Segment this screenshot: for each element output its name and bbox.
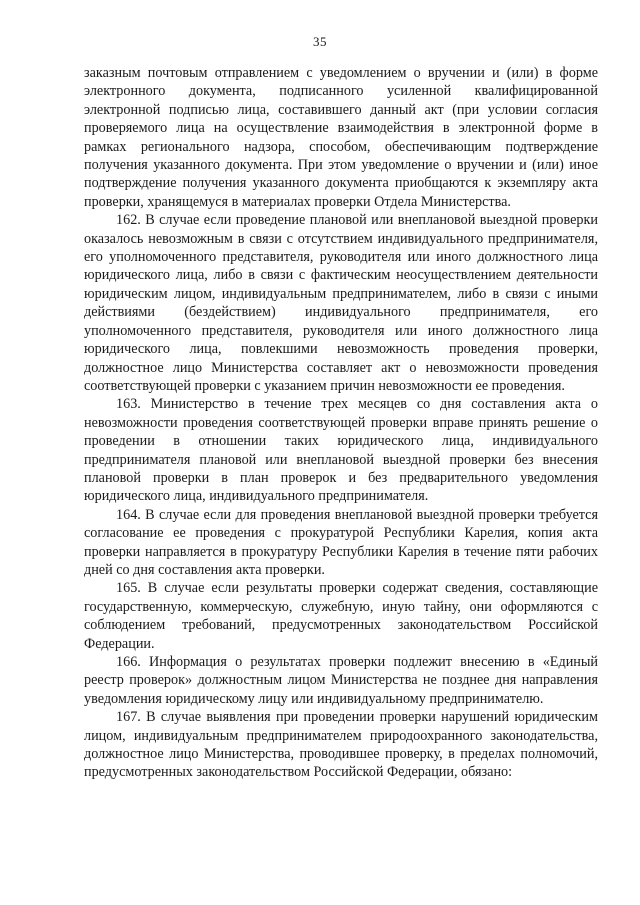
page-number: 35 xyxy=(313,34,327,49)
paragraph-164: 164. В случае если для проведения внеплановой выездной проверки требуется согласование ее проведения с прокуратурой Республики Карелия, копия акта проверки направляется в прокуратуру Республики Карелия в течение пяти рабочих дней со дня составления акта проверки. xyxy=(84,506,598,578)
paragraph-166: 166. Информация о результатах проверки подлежит внесению в «Единый реестр проверок» должностным лицом Министерства не позднее дня направления уведомления юридическому лицу или индивидуальному предпринимателю. xyxy=(84,654,598,707)
paragraph-163: 163. Министерство в течение трех месяцев со дня составления акта о невозможности проведения соответствующей проверки вправе принять решение о проведении в отношении таких юридического лица, индивидуального предпринимателя плановой или внеплановой выездной проверки без внесения плановой проверки в план проверок и без предварительного уведомления юридического лица, индивидуального предпринимателя. xyxy=(84,396,598,505)
paragraph-continuation: заказным почтовым отправлением с уведомлением о вручении и (или) в форме электронного документа, подписанного усиленной квалифицированной электронной подписью лица, составившего данный акт (при условии согласия проверяемого лица на осуществление взаимодействия в электронной форме в рамках регионального надзора, способом, обеспечивающим подтверждение получения указанного документа. При этом уведомление о вручении и (или) иное подтверждение получения указанного документа приобщаются к экземпляру акта проверки, хранящемуся в материалах проверки Отдела Министерства. xyxy=(84,65,598,210)
document-body xyxy=(84,64,598,782)
paragraph-165: 165. В случае если результаты проверки содержат сведения, составляющие государственную, коммерческую, служебную, иную тайну, они оформляются с соблюдением требований, предусмотренных законодательством Российской Федерации. xyxy=(84,580,598,652)
paragraph-162: 162. В случае если проведение плановой или внеплановой выездной проверки оказалось невозможным в связи с отсутствием индивидуального предпринимателя, его уполномоченного представителя, руководителя или иного должностного лица юридического лица, либо в связи с фактическим неосуществлением деятельности юридическим лицом, индивидуальным предпринимателем, либо в связи с иными действиями (бездействием) индивидуального предпринимателя, его уполномоченного представителя, руководителя или иного должностного лица юридического лица, повлекшими невозможность проведения проверки, должностное лицо Министерства составляет акт о невозможности проведения соответствующей проверки с указанием причин невозможности ее проведения. xyxy=(84,212,598,394)
paragraph-167: 167. В случае выявления при проведении проверки нарушений юридическим лицом, индивидуальным предпринимателем природоохранного законодательства, должностное лицо Министерства, проводившее проверку, в пределах полномочий, предусмотренных законодательством Российской Федерации, обязано: xyxy=(84,709,598,781)
